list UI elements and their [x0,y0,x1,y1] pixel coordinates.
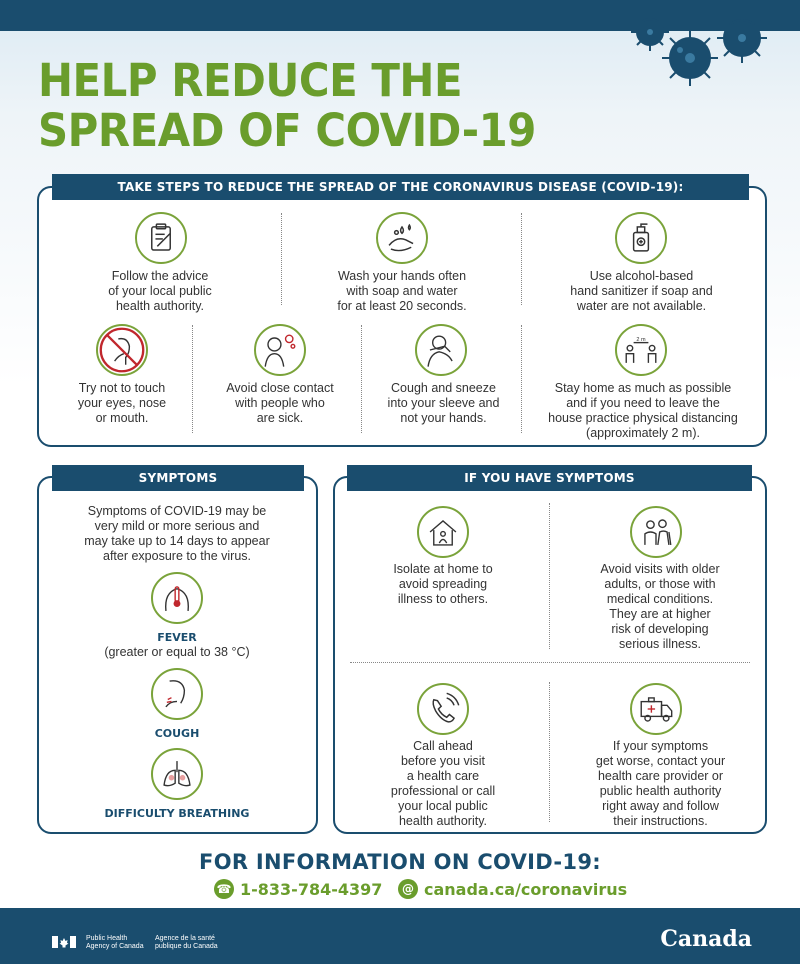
steps-banner: TAKE STEPS TO REDUCE THE SPREAD OF THE CORONAVIRUS DISEASE (COVID-19): [52,174,749,200]
divider [549,682,550,822]
website-link[interactable] [398,879,627,899]
cough-label: COUGH [154,727,200,740]
home-isolation-icon [417,506,469,558]
step-text: Wash your hands often with soap and water for at least 20 seconds. [337,269,467,313]
divider [281,213,282,305]
page-title [38,56,536,156]
distancing-icon [615,324,667,376]
at-icon: @ [398,879,418,899]
fever-label: FEVER [157,631,197,644]
fever-detail: (greater or equal to 38 °C) [104,645,250,659]
sick-person-icon [254,324,306,376]
divider [361,325,362,433]
info-title: FOR INFORMATION ON COVID-19: [199,850,601,874]
footer [0,908,800,964]
divider [521,325,522,433]
action-text: Avoid visits with older adults, or those with medical conditions. They are at higher risk of developing serious illness. [600,562,720,651]
website-url: canada.ca/coronavirus [424,879,628,899]
symptoms-banner: SYMPTOMS [52,465,304,491]
older-adults-icon [630,506,682,558]
breathing-label: DIFFICULTY BREATHING [104,807,250,820]
step-text: Use alcohol-based hand sanitizer if soap and water are not available. [570,269,713,313]
divider [521,213,522,305]
phone-number: 1-833-784-4397 [240,879,383,899]
svg-text:2 m: 2 m [636,336,646,343]
step-text: Cough and sneeze into your sleeve and not your hands. [387,381,500,425]
action-text: If your symptoms get worse, contact your health care provider or public health authority right away and follow their instructions. [595,739,726,828]
title-line-2: SPREAD OF COVID-19 [38,104,536,157]
lungs-icon [151,748,203,800]
step-text: Try not to touch your eyes, nose or mouth. [77,381,167,425]
action-text: Call ahead before you visit a health care professional or call your local public health authority. [390,739,496,828]
sanitizer-bottle-icon [615,212,667,264]
step-text: Follow the advice of your local public health authority. [108,269,212,313]
step-text: Stay home as much as possible and if you need to leave the house practice physical distancing (approximately 2 m). [548,381,738,440]
agency-name-fr: Agence de la santé publique du Canada [155,935,218,950]
divider [549,503,550,649]
phone-contact[interactable] [214,879,382,899]
fever-thermometer-icon [151,572,203,624]
cough-elbow-icon [415,324,467,376]
no-face-touching-icon [96,324,148,376]
phone-icon [417,683,469,735]
canada-flag-icon [52,936,76,948]
divider [192,325,193,433]
phone-icon: ☎ [214,879,234,899]
hand-washing-icon [376,212,428,264]
cough-person-icon [151,668,203,720]
virus-illustration-icon [628,8,778,90]
title-line-1: HELP REDUCE THE [38,54,463,107]
canada-wordmark: Canada [660,926,752,952]
if-symptoms-banner: IF YOU HAVE SYMPTOMS [347,465,752,491]
step-text: Avoid close contact with people who are sick. [226,381,334,425]
action-text: Isolate at home to avoid spreading illness to others. [393,562,493,606]
divider [350,662,750,663]
symptoms-intro: Symptoms of COVID-19 may be very mild or more serious and may take up to 14 days to appear after exposure to the virus. [84,504,270,563]
agency-name-en: Public Health Agency of Canada [86,935,144,950]
clipboard-icon [135,212,187,264]
ambulance-icon [630,683,682,735]
